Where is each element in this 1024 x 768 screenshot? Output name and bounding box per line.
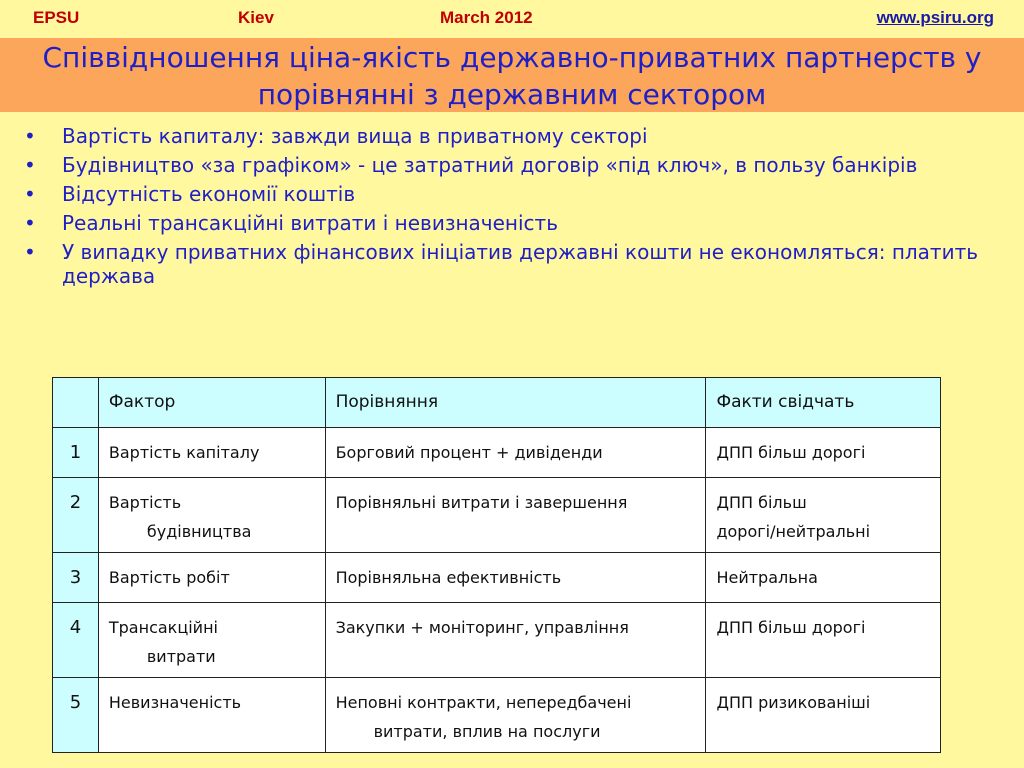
table-row xyxy=(53,678,941,753)
row-factor-text-cont: будівництва xyxy=(146,522,252,541)
row-factor xyxy=(98,478,325,553)
row-facts-text: ДПП більш дорогі xyxy=(716,618,866,637)
row-comparison-text: Порівняльні витрати і завершення xyxy=(335,493,628,512)
header-num xyxy=(53,378,99,428)
row-number: 4 xyxy=(53,603,99,678)
row-facts xyxy=(706,478,941,553)
row-comparison-text-cont: витрати, вплив на послуги xyxy=(373,722,601,741)
row-number: 1 xyxy=(53,428,99,478)
row-factor-text: Вартість xyxy=(108,493,182,512)
row-facts xyxy=(706,428,941,478)
bullet-item: • Реальні трансакційні витрати і невизначеність xyxy=(22,211,1002,235)
row-comparison xyxy=(325,478,706,553)
row-facts xyxy=(706,678,941,753)
table-header-row xyxy=(53,378,941,428)
header-facts: Факти свідчать xyxy=(706,378,941,428)
row-comparison-text: Неповні контракти, непередбачені xyxy=(335,693,632,712)
row-facts xyxy=(706,603,941,678)
row-comparison-text: Борговий процент + дивіденди xyxy=(335,443,603,462)
bullet-list xyxy=(22,124,1002,293)
row-factor-text-cont: витрати xyxy=(146,647,216,666)
row-number: 5 xyxy=(53,678,99,753)
row-comparison xyxy=(325,553,706,603)
row-facts-text-cont: дорогі/нейтральні xyxy=(716,522,871,541)
header-comparison: Порівняння xyxy=(325,378,706,428)
row-facts-text: ДПП більш дорогі xyxy=(716,443,866,462)
comparison-table xyxy=(52,377,941,753)
header-city: Kiev xyxy=(238,8,274,27)
row-comparison-text: Порівняльна ефективність xyxy=(335,568,562,587)
row-number: 2 xyxy=(53,478,99,553)
table-row xyxy=(53,478,941,553)
bullet-item: • У випадку приватних фінансових ініціатив державні кошти не економляться: платить держава xyxy=(22,240,1002,288)
row-comparison xyxy=(325,678,706,753)
header-org: EPSU xyxy=(33,8,80,27)
table-row xyxy=(53,553,941,603)
bullet-item: • Відсутність економії коштів xyxy=(22,182,1002,206)
row-facts xyxy=(706,553,941,603)
row-comparison xyxy=(325,603,706,678)
row-comparison xyxy=(325,428,706,478)
row-factor-text: Трансакційні xyxy=(108,618,218,637)
row-facts-text: ДПП більш xyxy=(716,493,807,512)
row-factor xyxy=(98,678,325,753)
row-comparison-text: Закупки + моніторинг, управління xyxy=(335,618,629,637)
slide-header xyxy=(0,0,1024,36)
row-number: 3 xyxy=(53,553,99,603)
header-date: March 2012 xyxy=(440,8,533,27)
header-url-link[interactable]: www.psiru.org xyxy=(876,8,994,27)
row-facts-text: ДПП ризикованіші xyxy=(716,693,871,712)
table-row xyxy=(53,603,941,678)
row-factor-text: Невизначеність xyxy=(108,693,242,712)
slide-title-line-1: Співвідношення ціна-якість державно-приватних партнерств у xyxy=(42,41,982,74)
row-factor xyxy=(98,553,325,603)
row-factor-text: Вартість капіталу xyxy=(108,443,260,462)
row-factor-text: Вартість робіт xyxy=(108,568,230,587)
slide-title-line-2: порівнянні з державним сектором xyxy=(257,78,767,111)
bullet-item: • Будівництво «за графіком» - це затратний договір «під ключ», в пользу банкірів xyxy=(22,153,1002,177)
bullet-item: • Вартість капиталу: завжди вища в приватному секторі xyxy=(22,124,1002,148)
slide-title xyxy=(0,38,1024,112)
header-factor: Фактор xyxy=(98,378,325,428)
table-row xyxy=(53,428,941,478)
row-facts-text: Нейтральна xyxy=(716,568,818,587)
row-factor xyxy=(98,428,325,478)
row-factor xyxy=(98,603,325,678)
